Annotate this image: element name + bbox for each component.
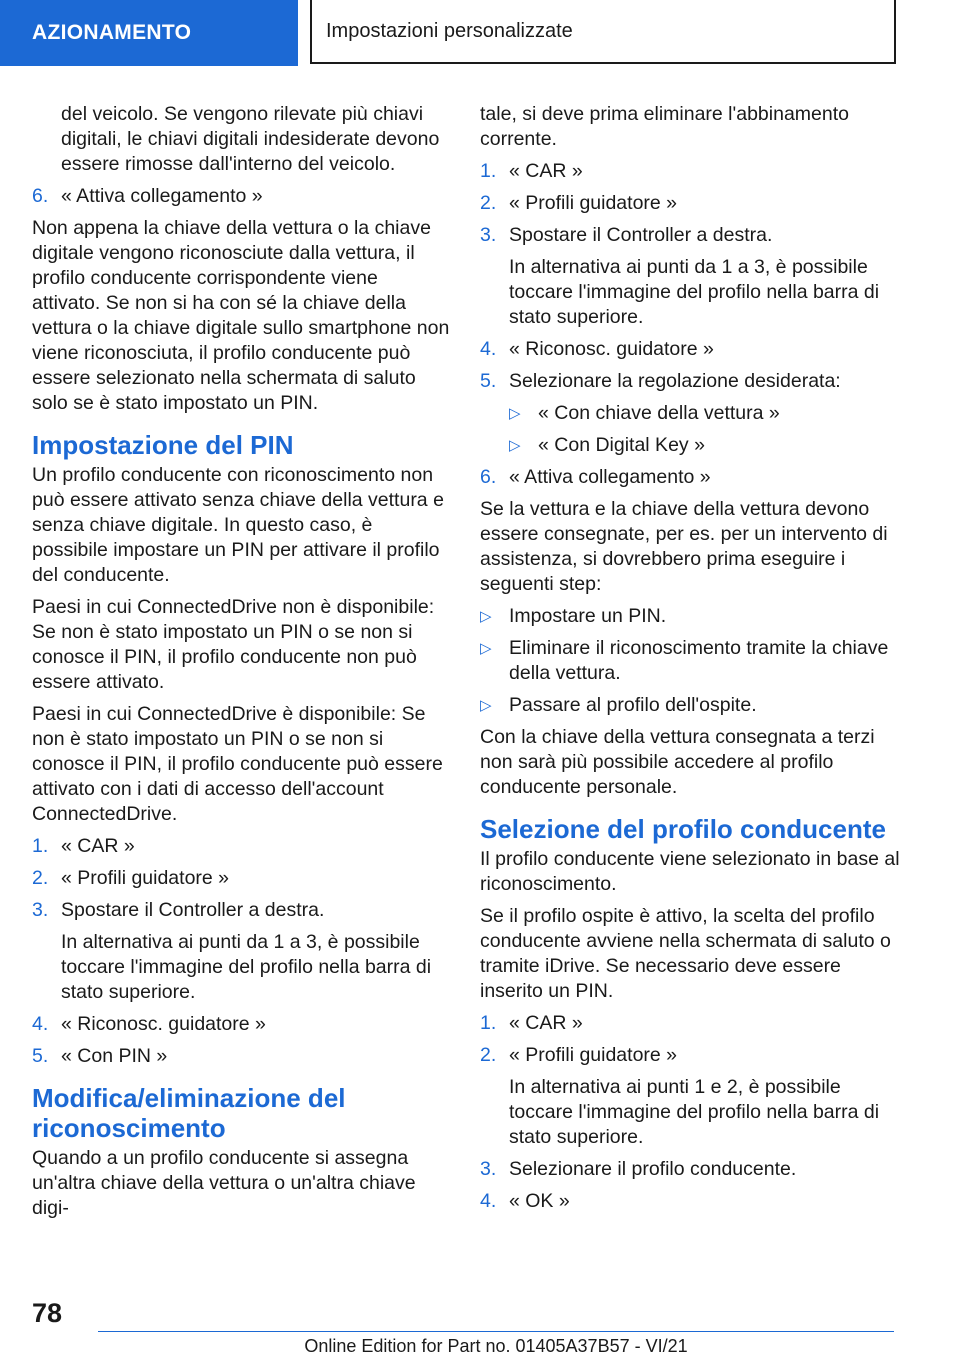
bullet-item bbox=[480, 604, 900, 629]
step-number: 1. bbox=[32, 835, 49, 857]
paragraph: Se la vettura e la chiave della vettura devono essere consegnate, per es. per un intervento di assistenza, si dovrebbero prima eseguire i seguenti step: bbox=[480, 498, 888, 595]
left-column bbox=[32, 102, 450, 1228]
paragraph: Paesi in cui ConnectedDrive è disponibile: Se non è stato impostato un PIN o se non si conosce il PIN, il profilo conducente può essere attivato con i dati di accesso dell'account ConnectedDrive. bbox=[32, 703, 443, 825]
step-item bbox=[32, 184, 450, 209]
page-number: 78 bbox=[32, 1298, 63, 1328]
step-item bbox=[32, 1012, 450, 1037]
step-item bbox=[480, 337, 900, 362]
bullet-text: « Con chiave della vettura » bbox=[538, 402, 780, 424]
sub-bullet bbox=[480, 433, 900, 458]
step-item bbox=[32, 834, 450, 859]
step-text: Spostare il Controller a destra. bbox=[509, 224, 773, 246]
step-text: « Profili guidatore » bbox=[509, 1044, 678, 1066]
triangle-bullet-icon: ▷ bbox=[509, 437, 521, 454]
step-number: 3. bbox=[32, 899, 49, 921]
paragraph: Il profilo conducente viene selezionato in base al riconoscimento. bbox=[480, 848, 900, 895]
step-text: Selezionare la regolazione desiderata: bbox=[509, 370, 841, 392]
step-text: « OK » bbox=[509, 1190, 570, 1212]
step-item bbox=[480, 223, 900, 248]
step-item bbox=[480, 369, 900, 394]
chapter-title: Impostazioni personalizzate bbox=[310, 0, 896, 64]
bullet-text: « Con Digital Key » bbox=[538, 434, 705, 456]
bullet-item bbox=[480, 693, 900, 718]
step-item bbox=[480, 1189, 900, 1214]
paragraph: Se il profilo ospite è attivo, la scelta del profilo conducente avviene nella schermata di saluto o tramite iDrive. Se necessario deve essere inserito un PIN. bbox=[480, 905, 891, 1002]
step-number: 2. bbox=[480, 1044, 497, 1066]
triangle-bullet-icon: ▷ bbox=[509, 405, 521, 422]
step-number: 3. bbox=[480, 1158, 497, 1180]
step-text: « Attiva collegamento » bbox=[509, 466, 711, 488]
step-item bbox=[480, 191, 900, 216]
step-text: « CAR » bbox=[61, 835, 135, 857]
right-column bbox=[480, 102, 900, 1221]
bullet-item bbox=[480, 636, 900, 686]
step-number: 6. bbox=[480, 466, 497, 488]
section-tab: AZIONAMENTO bbox=[0, 0, 298, 66]
step-text: « Riconosc. guidatore » bbox=[509, 338, 714, 360]
step-text: Spostare il Controller a destra. bbox=[61, 899, 325, 921]
step-text: « Con PIN » bbox=[61, 1045, 168, 1067]
step-text: « Profili guidatore » bbox=[61, 867, 230, 889]
step-number: 5. bbox=[32, 1045, 49, 1067]
step-number: 3. bbox=[480, 224, 497, 246]
step-item bbox=[480, 159, 900, 184]
alternative-note: In alternativa ai punti da 1 a 3, è possibile toccare l'immagine del profilo nella barra di stato superiore. bbox=[61, 931, 432, 1003]
step-text: « Riconosc. guidatore » bbox=[61, 1013, 266, 1035]
heading-pin: Impostazione del PIN bbox=[32, 430, 294, 460]
step-text: « Profili guidatore » bbox=[509, 192, 678, 214]
heading-select-profile: Selezione del profilo conducente bbox=[480, 814, 886, 844]
bullet-text: Impostare un PIN. bbox=[509, 605, 667, 627]
footer-divider bbox=[98, 1331, 894, 1332]
step-number: 6. bbox=[32, 185, 49, 207]
bullet-text: Eliminare il riconoscimento tramite la chiave della vettura. bbox=[509, 637, 889, 684]
step-item bbox=[480, 1043, 900, 1068]
triangle-bullet-icon: ▷ bbox=[480, 608, 492, 625]
paragraph: Non appena la chiave della vettura o la chiave digitale vengono riconosciute dalla vettura, il profilo conducente corrispondente viene attivato. Se non si ha con sé la chiave della vettura o la chiave digitale sullo smartphone non viene riconosciuta, il profilo conducente può essere selezionato nella schermata di saluto solo se è stato impostato un PIN. bbox=[32, 217, 450, 414]
step-number: 5. bbox=[480, 370, 497, 392]
bullet-text: Passare al profilo dell'ospite. bbox=[509, 694, 757, 716]
alternative-note: In alternativa ai punti da 1 a 3, è possibile toccare l'immagine del profilo nella barra di stato superiore. bbox=[509, 256, 880, 328]
step-item bbox=[480, 465, 900, 490]
step-number: 4. bbox=[480, 1190, 497, 1212]
alternative-note: In alternativa ai punti 1 e 2, è possibile toccare l'immagine del profilo nella barra di stato superiore. bbox=[509, 1076, 880, 1148]
step-item bbox=[32, 866, 450, 891]
step-text: Selezionare il profilo conducente. bbox=[509, 1158, 797, 1180]
step-number: 1. bbox=[480, 160, 497, 182]
sub-bullet bbox=[480, 401, 900, 426]
step-text: « CAR » bbox=[509, 1012, 583, 1034]
step-number: 2. bbox=[480, 192, 497, 214]
step-item bbox=[480, 1157, 900, 1182]
footer-edition: Online Edition for Part no. 01405A37B57 - VI/21 bbox=[304, 1336, 688, 1356]
intro-paragraph: del veicolo. Se vengono rilevate più chiavi digitali, le chiavi digitali indesiderate devono essere rimosse dall'interno del veicolo. bbox=[61, 103, 440, 175]
paragraph: Quando a un profilo conducente si assegna un'altra chiave della vettura o un'altra chiave digi- bbox=[32, 1147, 416, 1219]
step-number: 2. bbox=[32, 867, 49, 889]
step-item bbox=[480, 1011, 900, 1036]
step-number: 1. bbox=[480, 1012, 497, 1034]
step-text: « Attiva collegamento » bbox=[61, 185, 263, 207]
triangle-bullet-icon: ▷ bbox=[480, 640, 492, 657]
paragraph: Paesi in cui ConnectedDrive non è disponibile: Se non è stato impostato un PIN o se non si conosce il PIN, il profilo conducente non può essere attivato. bbox=[32, 596, 435, 693]
step-number: 4. bbox=[32, 1013, 49, 1035]
heading-modify: Modifica/eliminazione del riconoscimento bbox=[32, 1083, 346, 1143]
triangle-bullet-icon: ▷ bbox=[480, 697, 492, 714]
step-item bbox=[32, 1044, 450, 1069]
step-text: « CAR » bbox=[509, 160, 583, 182]
step-item bbox=[32, 898, 450, 923]
paragraph: tale, si deve prima eliminare l'abbinamento corrente. bbox=[480, 103, 849, 150]
step-number: 4. bbox=[480, 338, 497, 360]
page-header bbox=[0, 0, 960, 66]
paragraph: Con la chiave della vettura consegnata a terzi non sarà più possibile accedere al profilo conducente personale. bbox=[480, 726, 875, 798]
paragraph: Un profilo conducente con riconoscimento non può essere attivato senza chiave della vettura e senza chiave digitale. In questo caso, è possibile impostare un PIN per attivare il profilo del conducente. bbox=[32, 464, 444, 586]
